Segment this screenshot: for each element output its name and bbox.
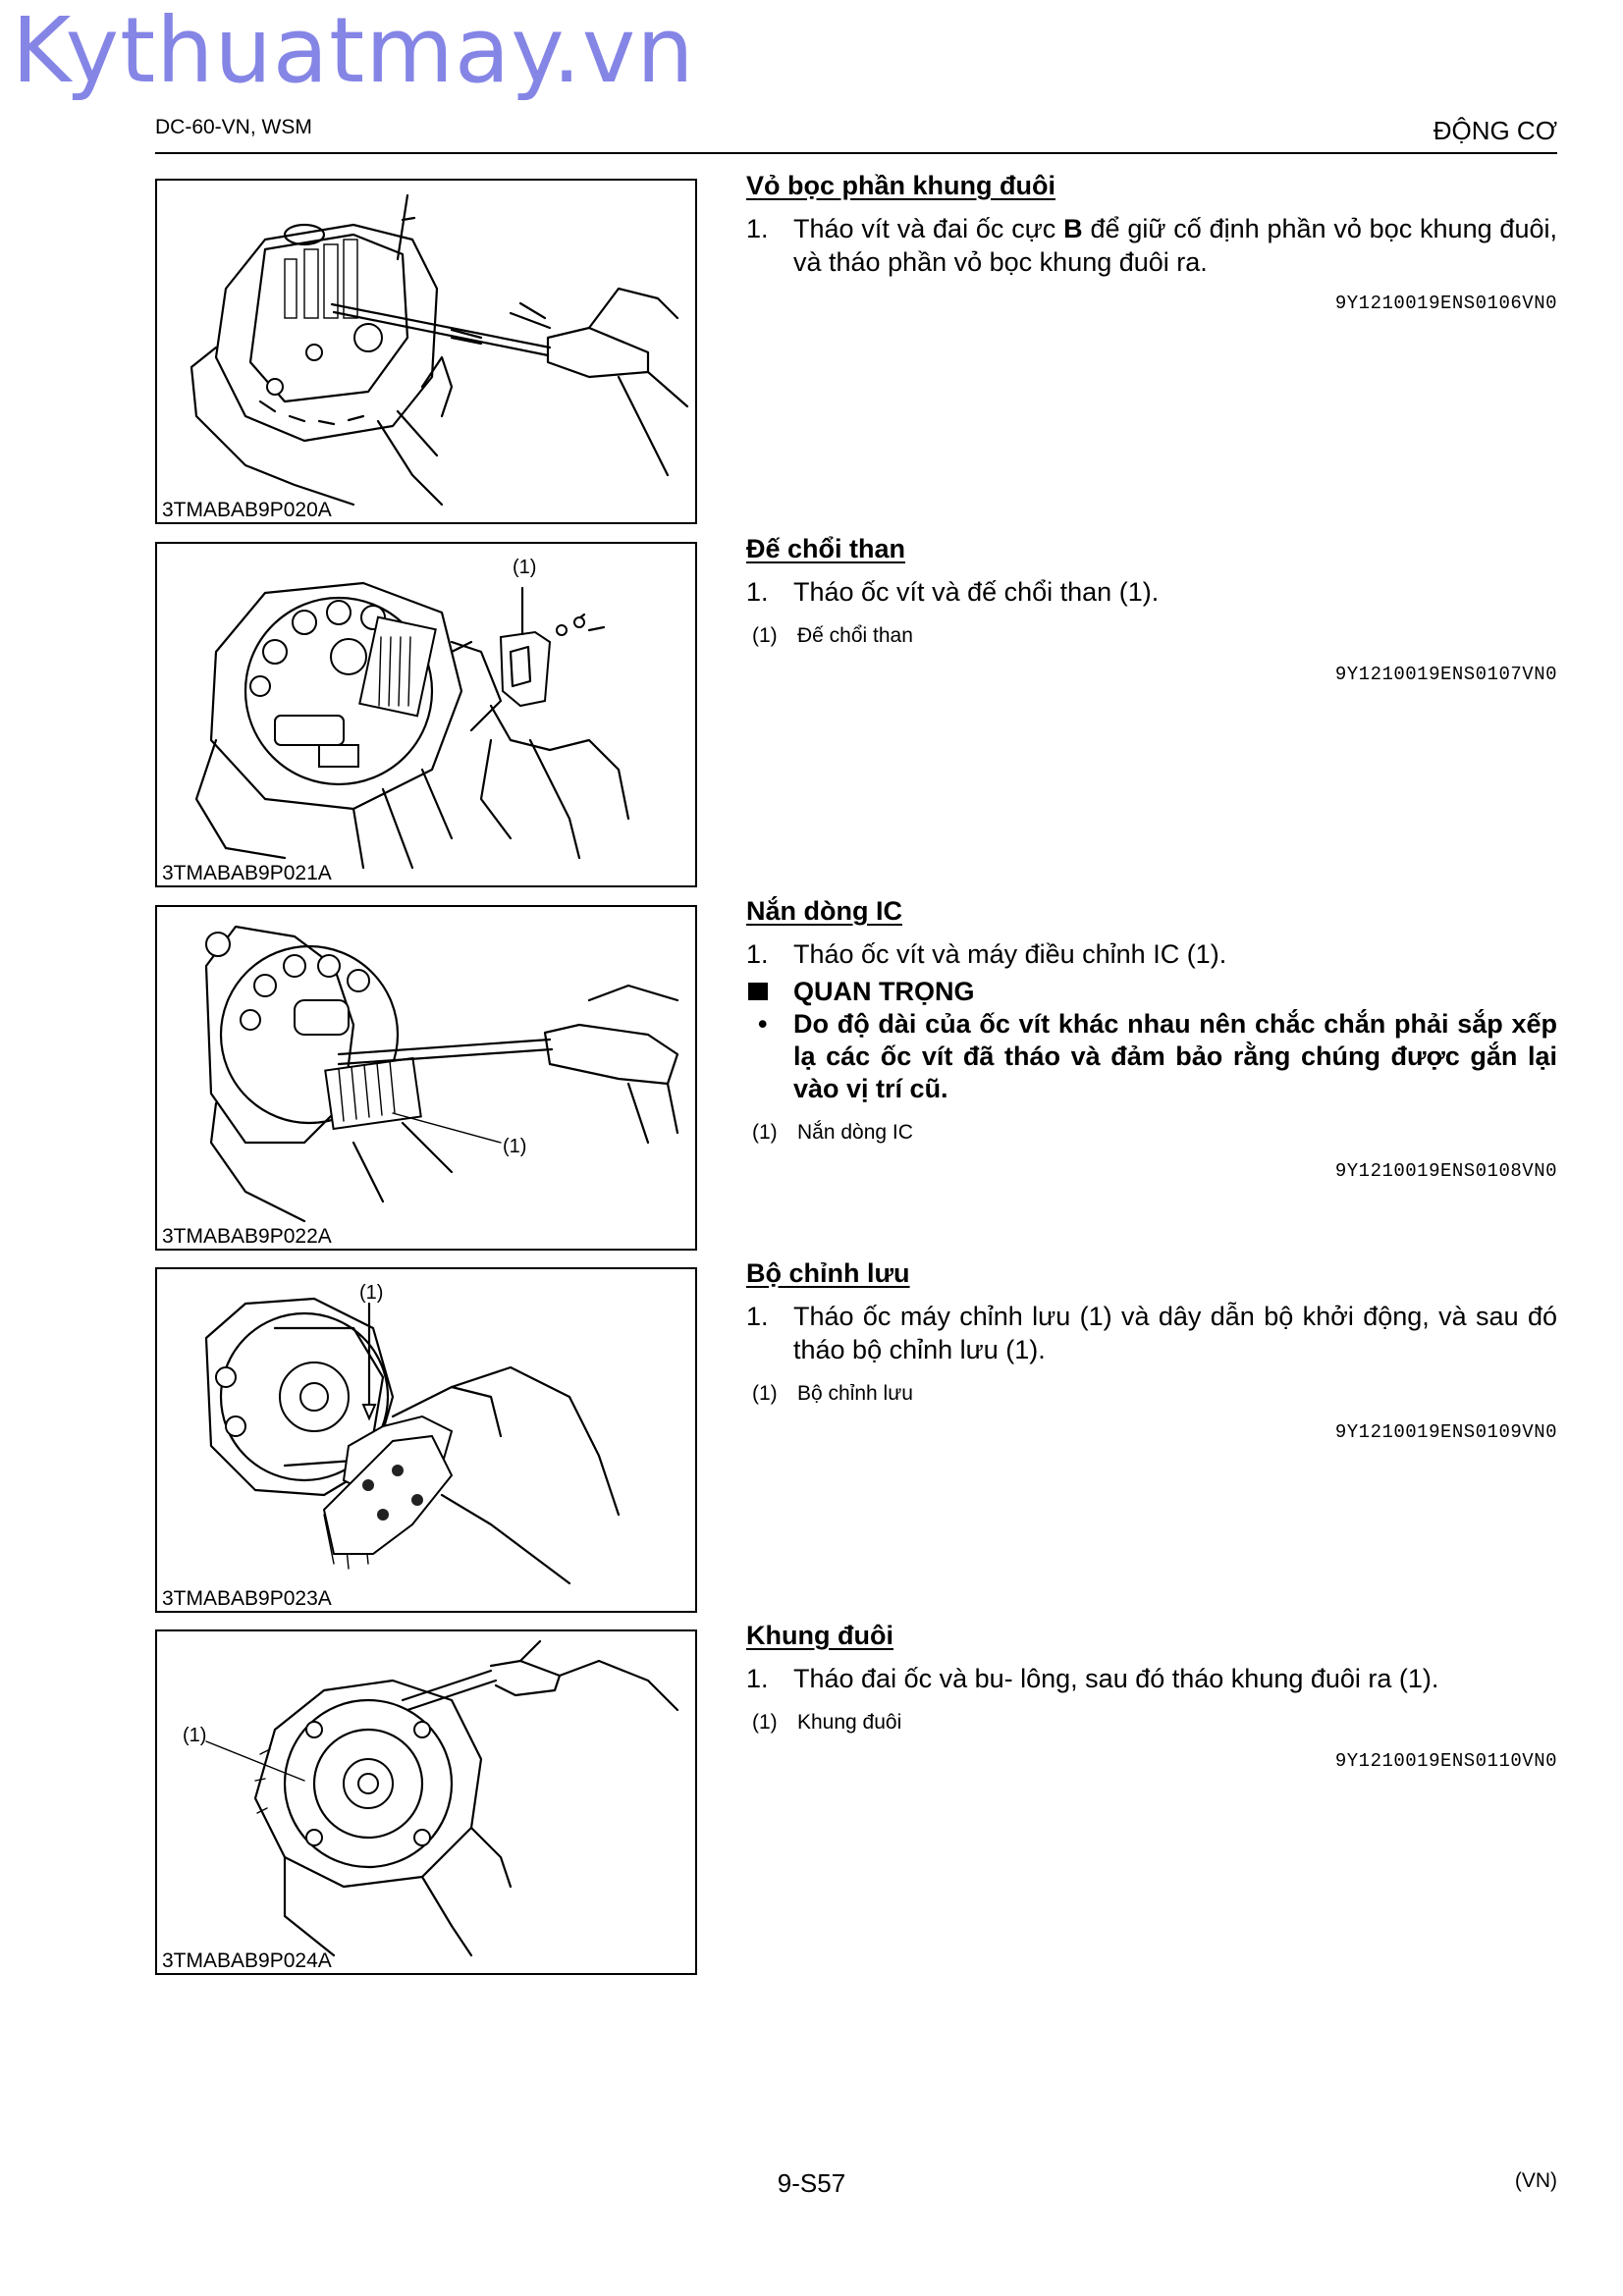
page-number: 9-S57 <box>777 2168 846 2198</box>
step-text: Tháo ốc vít và máy điều chỉnh IC (1). <box>793 939 1227 969</box>
alternator-screwdriver-illustration <box>157 181 695 522</box>
section-5-code: 9Y1210019ENS0110VN0 <box>1334 1750 1557 1772</box>
section-1-step <box>746 212 1557 279</box>
legend-number: (1) <box>752 1711 778 1734</box>
legend-number: (1) <box>752 1121 778 1144</box>
section-tail-frame-cover <box>746 169 1557 314</box>
watermark-logo: Kythuatmay.vn <box>12 0 695 103</box>
section-2-title: Đế chổi than <box>746 534 906 563</box>
header-rule <box>155 152 1557 154</box>
section-4-legend <box>746 1380 1557 1408</box>
figure-2-label: 3TMABAB9P021A <box>162 862 332 884</box>
important-square-icon <box>748 983 768 1000</box>
important-text: Do độ dài của ốc vít khác nhau nên chắc chắn phải sắp xếp lạ các ốc vít đã tháo và đảm bảo rằng chúng được gắn lại vào vị trí cũ. <box>793 1009 1557 1103</box>
section-3-code: 9Y1210019ENS0108VN0 <box>1334 1160 1557 1182</box>
figure-tail-frame <box>155 1629 697 1975</box>
section-1-code: 9Y1210019ENS0106VN0 <box>1334 293 1557 314</box>
step-text: Tháo ốc máy chỉnh lưu (1) và dây dẫn bộ khởi động, và sau đó tháo bộ chỉnh lưu (1). <box>793 1302 1557 1364</box>
step-number: 1. <box>746 577 769 607</box>
figure-tail-frame-cover <box>155 179 697 524</box>
step-text-pre: Tháo vít và đai ốc cực <box>793 214 1064 243</box>
section-4-title: Bộ chỉnh lưu <box>746 1258 910 1288</box>
important-note <box>746 1008 1557 1105</box>
legend-text: Khung đuôi <box>797 1711 902 1734</box>
brush-holder-illustration <box>157 544 695 885</box>
section-5-title: Khung đuôi <box>746 1621 893 1650</box>
figure-ic-regulator <box>155 905 697 1251</box>
legend-number: (1) <box>752 624 778 647</box>
section-2-code: 9Y1210019ENS0107VN0 <box>1334 664 1557 685</box>
step-number: 1. <box>746 939 769 969</box>
tail-frame-illustration <box>157 1631 695 1973</box>
language-code: (VN) <box>1514 2169 1557 2192</box>
section-3-legend <box>746 1119 1557 1147</box>
header-doc-id: DC-60-VN, WSM <box>155 116 312 138</box>
important-heading <box>746 975 1557 1008</box>
figure-5-label: 3TMABAB9P024A <box>162 1949 332 1972</box>
step-text: Tháo ốc vít và đế chổi than (1). <box>793 577 1160 607</box>
section-2-legend <box>746 622 1557 650</box>
section-rectifier <box>746 1256 1557 1443</box>
section-brush-holder <box>746 532 1557 685</box>
step-number: 1. <box>746 1302 769 1331</box>
figure-4-callout: (1) <box>359 1282 384 1304</box>
section-ic-regulator <box>746 894 1557 1182</box>
step-number: 1. <box>746 214 769 243</box>
header-chapter-title: ĐỘNG CƠ <box>1433 116 1557 145</box>
figure-1-label: 3TMABAB9P020A <box>162 499 332 521</box>
legend-text: Đế chổi than <box>797 624 913 647</box>
important-title: QUAN TRỌNG <box>793 977 975 1006</box>
section-2-step <box>746 575 1557 609</box>
section-5-legend <box>746 1709 1557 1736</box>
section-5-step <box>746 1662 1557 1695</box>
figure-3-label: 3TMABAB9P022A <box>162 1225 332 1248</box>
step-number: 1. <box>746 1664 769 1693</box>
section-tail-frame <box>746 1619 1557 1772</box>
figure-4-label: 3TMABAB9P023A <box>162 1587 332 1610</box>
section-3-step <box>746 937 1557 971</box>
figure-rectifier <box>155 1267 697 1613</box>
figure-2-callout: (1) <box>513 557 537 578</box>
figure-brush-holder <box>155 542 697 887</box>
step-text-post: để giữ cố định phần vỏ bọc khung đuôi, và tháo phần vỏ bọc khung đuôi ra. <box>793 214 1557 277</box>
figure-5-callout: (1) <box>183 1725 207 1746</box>
section-4-code: 9Y1210019ENS0109VN0 <box>1334 1421 1557 1443</box>
legend-text: Nắn dòng IC <box>797 1121 913 1144</box>
step-text-bold: B <box>1063 214 1083 243</box>
section-1-title: Vỏ bọc phần khung đuôi <box>746 171 1055 200</box>
section-3-title: Nắn dòng IC <box>746 896 902 926</box>
ic-regulator-illustration <box>157 907 695 1249</box>
step-text: Tháo đai ốc và bu- lông, sau đó tháo khung đuôi ra (1). <box>793 1664 1439 1693</box>
rectifier-illustration <box>157 1269 695 1611</box>
legend-number: (1) <box>752 1382 778 1405</box>
bullet-icon: • <box>758 1009 768 1039</box>
section-4-step <box>746 1300 1557 1366</box>
legend-text: Bộ chỉnh lưu <box>797 1382 913 1405</box>
figure-3-callout: (1) <box>503 1136 527 1157</box>
